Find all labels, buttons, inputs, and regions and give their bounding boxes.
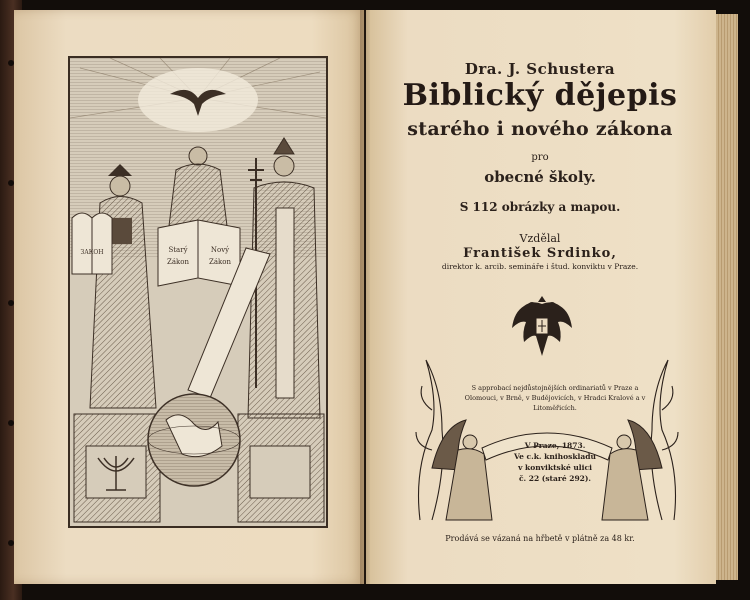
edited-by-line: Vzdělal: [519, 232, 561, 245]
for-word: pro: [531, 152, 549, 163]
right-angel: [602, 420, 662, 520]
price-line: Prodává se vázaná na hřbetě v plátně za 48 kr.: [445, 534, 635, 543]
editor-role: direktor k. arcib. semináře i štud. konviktu v Praze.: [441, 262, 639, 271]
svg-text:Zákon: Zákon: [166, 258, 190, 266]
book-gutter: [360, 10, 370, 584]
svg-text:Nový: Nový: [210, 246, 230, 254]
angels-vignette: [412, 350, 682, 525]
imprint-line-4: č. 22 (staré 292).: [518, 474, 592, 483]
law-tablets: [72, 213, 112, 274]
book-subtitle: starého i nového zákona: [407, 118, 673, 140]
audience-line: obecné školy.: [484, 168, 596, 186]
book-title: Biblický dějepis: [402, 78, 678, 113]
imprint-line-3: v konviktské ulici: [518, 463, 592, 472]
svg-text:Zákon: Zákon: [208, 258, 232, 266]
imprint-block: [510, 440, 600, 484]
author-line: Dra. J. Schustera: [464, 60, 616, 78]
illustrations-line: S 112 obrázky a mapou.: [459, 200, 621, 214]
imprint-line-1: V Praze, 1873.: [524, 441, 586, 450]
approval-note: S approbací nejdůstojnějších ordinariatů v Praze a Olomouci, v Brně, v Budějovicích, v Hradci Kralové a v Litoměřicích.: [464, 384, 646, 412]
svg-text:Starý: Starý: [168, 246, 188, 254]
open-book: [158, 220, 240, 286]
imprint-line-2: Ve c.k. knihoskladu: [514, 452, 596, 461]
svg-text:ЗАКОН: ЗАКОН: [80, 249, 104, 256]
editor-name: František Srdinko,: [463, 246, 617, 261]
globe-icon: [148, 394, 240, 486]
left-angel: [432, 420, 492, 520]
page-edges: [716, 14, 738, 580]
frontispiece-engraving: [68, 56, 328, 528]
